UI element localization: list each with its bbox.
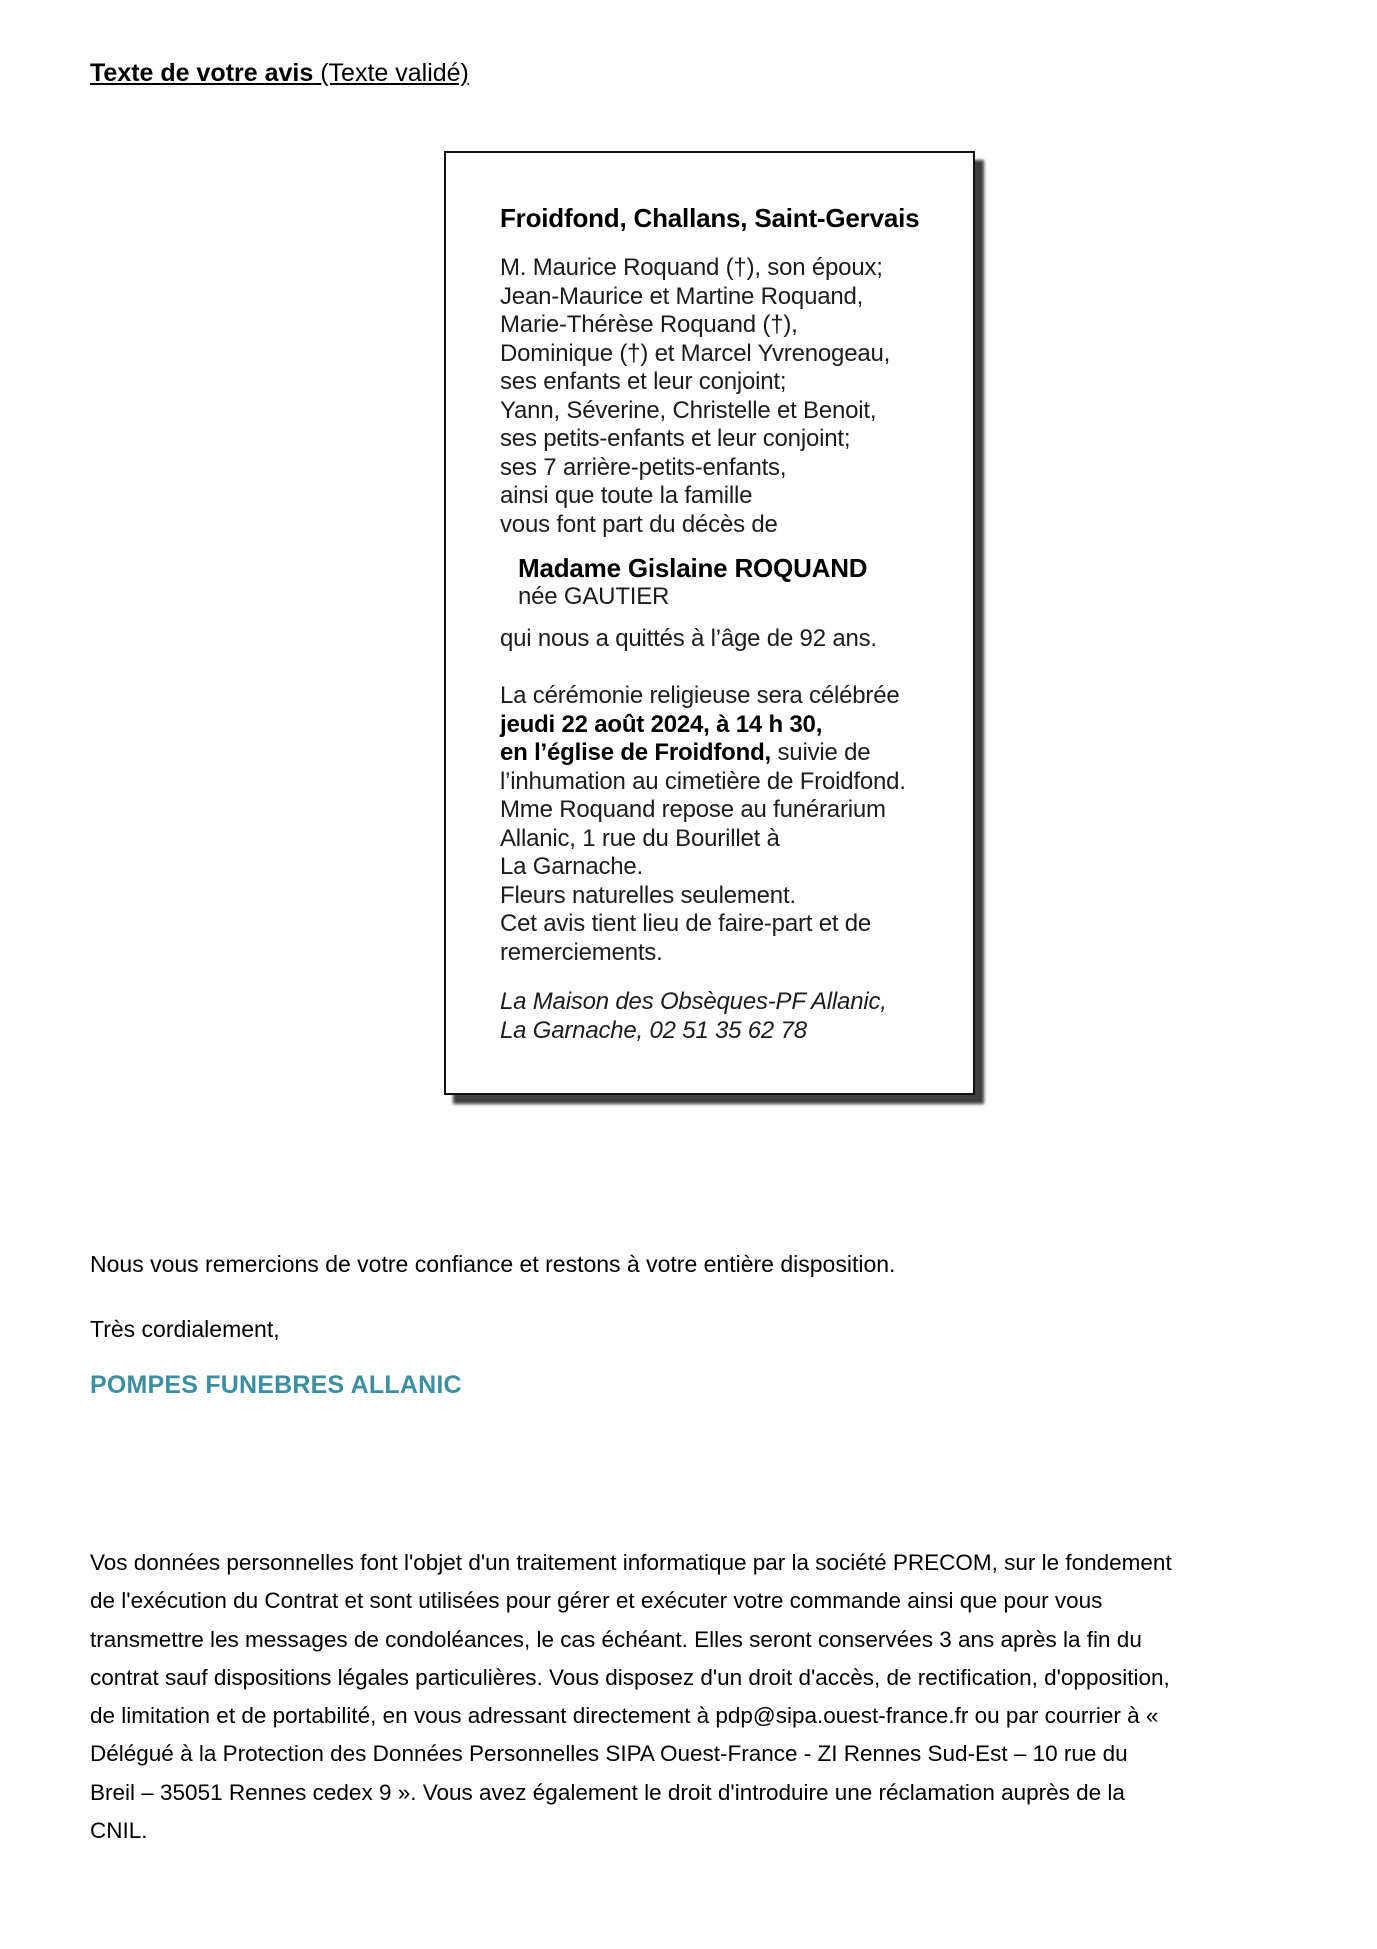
notice-family-block bbox=[500, 254, 947, 539]
gdpr-privacy-notice bbox=[90, 1544, 1330, 1850]
ceremony-church-bold: en l’église de Froidfond, bbox=[500, 739, 772, 766]
gdpr-line: Vos données personnelles font l'objet d'un traitement informatique par la société PRECOM, sur le fondement bbox=[90, 1550, 1172, 1575]
deceased-maiden-name: née GAUTIER bbox=[518, 583, 670, 610]
ceremony-line: La Garnache. bbox=[500, 853, 644, 880]
funeral-home-signature bbox=[500, 988, 947, 1045]
gdpr-line: Breil – 35051 Rennes cedex 9 ». Vous avez également le droit d'introduire une réclamation auprès de la bbox=[90, 1779, 1125, 1805]
ceremony-church-rest: suivie de bbox=[771, 739, 871, 766]
deceased-age-line: qui nous a quittés à l’âge de 92 ans. bbox=[500, 624, 877, 652]
obituary-notice-card bbox=[444, 151, 975, 1095]
family-line: Jean-Maurice et Martine Roquand, bbox=[500, 282, 864, 310]
deceased-name: Madame Gislaine ROQUAND bbox=[518, 553, 868, 583]
gdpr-line: Délégué à la Protection des Données Personnelles SIPA Ouest-France - ZI Rennes Sud-Est – 10 rue du bbox=[90, 1741, 1128, 1767]
ceremony-line: l’inhumation au cimetière de Froidfond. bbox=[500, 767, 906, 795]
family-line: Yann, Séverine, Christelle et Benoit, bbox=[500, 396, 877, 424]
regards-message: Très cordialement, bbox=[90, 1316, 280, 1342]
funeral-home-line: La Maison des Obsèques-PF Allanic, bbox=[500, 988, 887, 1015]
gdpr-line: transmettre les messages de condoléances, le cas échéant. Elles seront conservées 3 ans après la fin du bbox=[90, 1626, 1142, 1652]
family-line: M. Maurice Roquand (†), son époux; bbox=[500, 254, 883, 281]
ceremony-line: Mme Roquand repose au funérarium bbox=[500, 796, 886, 823]
thanks-message: Nous vous remercions de votre confiance et restons à votre entière disposition. bbox=[90, 1251, 896, 1277]
ceremony-line: Allanic, 1 rue du Bourillet à bbox=[500, 824, 780, 852]
family-line: ainsi que toute la famille bbox=[500, 482, 753, 509]
ceremony-line: Cet avis tient lieu de faire-part et de bbox=[500, 910, 872, 937]
ceremony-line: La cérémonie religieuse sera célébrée bbox=[500, 682, 900, 709]
gdpr-line: contrat sauf dispositions légales particulières. Vous disposez d'un droit d'accès, de rectification, d'opposition, bbox=[90, 1664, 1170, 1690]
gdpr-line: CNIL. bbox=[90, 1818, 148, 1844]
family-line: vous font part du décès de bbox=[500, 510, 778, 538]
ceremony-details-block bbox=[500, 682, 947, 967]
company-name: POMPES FUNEBRES ALLANIC bbox=[90, 1371, 462, 1399]
page-title-main: Texte de votre avis bbox=[90, 59, 314, 87]
gdpr-line: de limitation et de portabilité, en vous adressant directement à pdp@sipa.ouest-france.fr ou par courrier à « bbox=[90, 1703, 1159, 1729]
family-line: Marie-Thérèse Roquand (†), bbox=[500, 311, 798, 338]
page-title bbox=[90, 58, 469, 88]
ceremony-date-line: jeudi 22 août 2024, à 14 h 30, bbox=[500, 710, 823, 738]
family-line: Dominique (†) et Marcel Yvrenogeau, bbox=[500, 339, 891, 367]
family-line: ses enfants et leur conjoint; bbox=[500, 368, 787, 395]
ceremony-line: remerciements. bbox=[500, 938, 663, 966]
deceased-name-block bbox=[518, 553, 947, 612]
gdpr-line: de l'exécution du Contrat et sont utilisées pour gérer et exécuter votre commande ainsi que pour vous bbox=[90, 1588, 1103, 1614]
funeral-home-line: La Garnache, 02 51 35 62 78 bbox=[500, 1016, 807, 1044]
family-line: ses 7 arrière-petits-enfants, bbox=[500, 453, 787, 481]
ceremony-line: Fleurs naturelles seulement. bbox=[500, 881, 796, 909]
notice-locations-title: Froidfond, Challans, Saint-Gervais bbox=[500, 203, 920, 233]
ceremony-church-line bbox=[500, 739, 947, 768]
family-line: ses petits-enfants et leur conjoint; bbox=[500, 425, 851, 452]
page-title-status: (Texte validé) bbox=[313, 59, 469, 87]
